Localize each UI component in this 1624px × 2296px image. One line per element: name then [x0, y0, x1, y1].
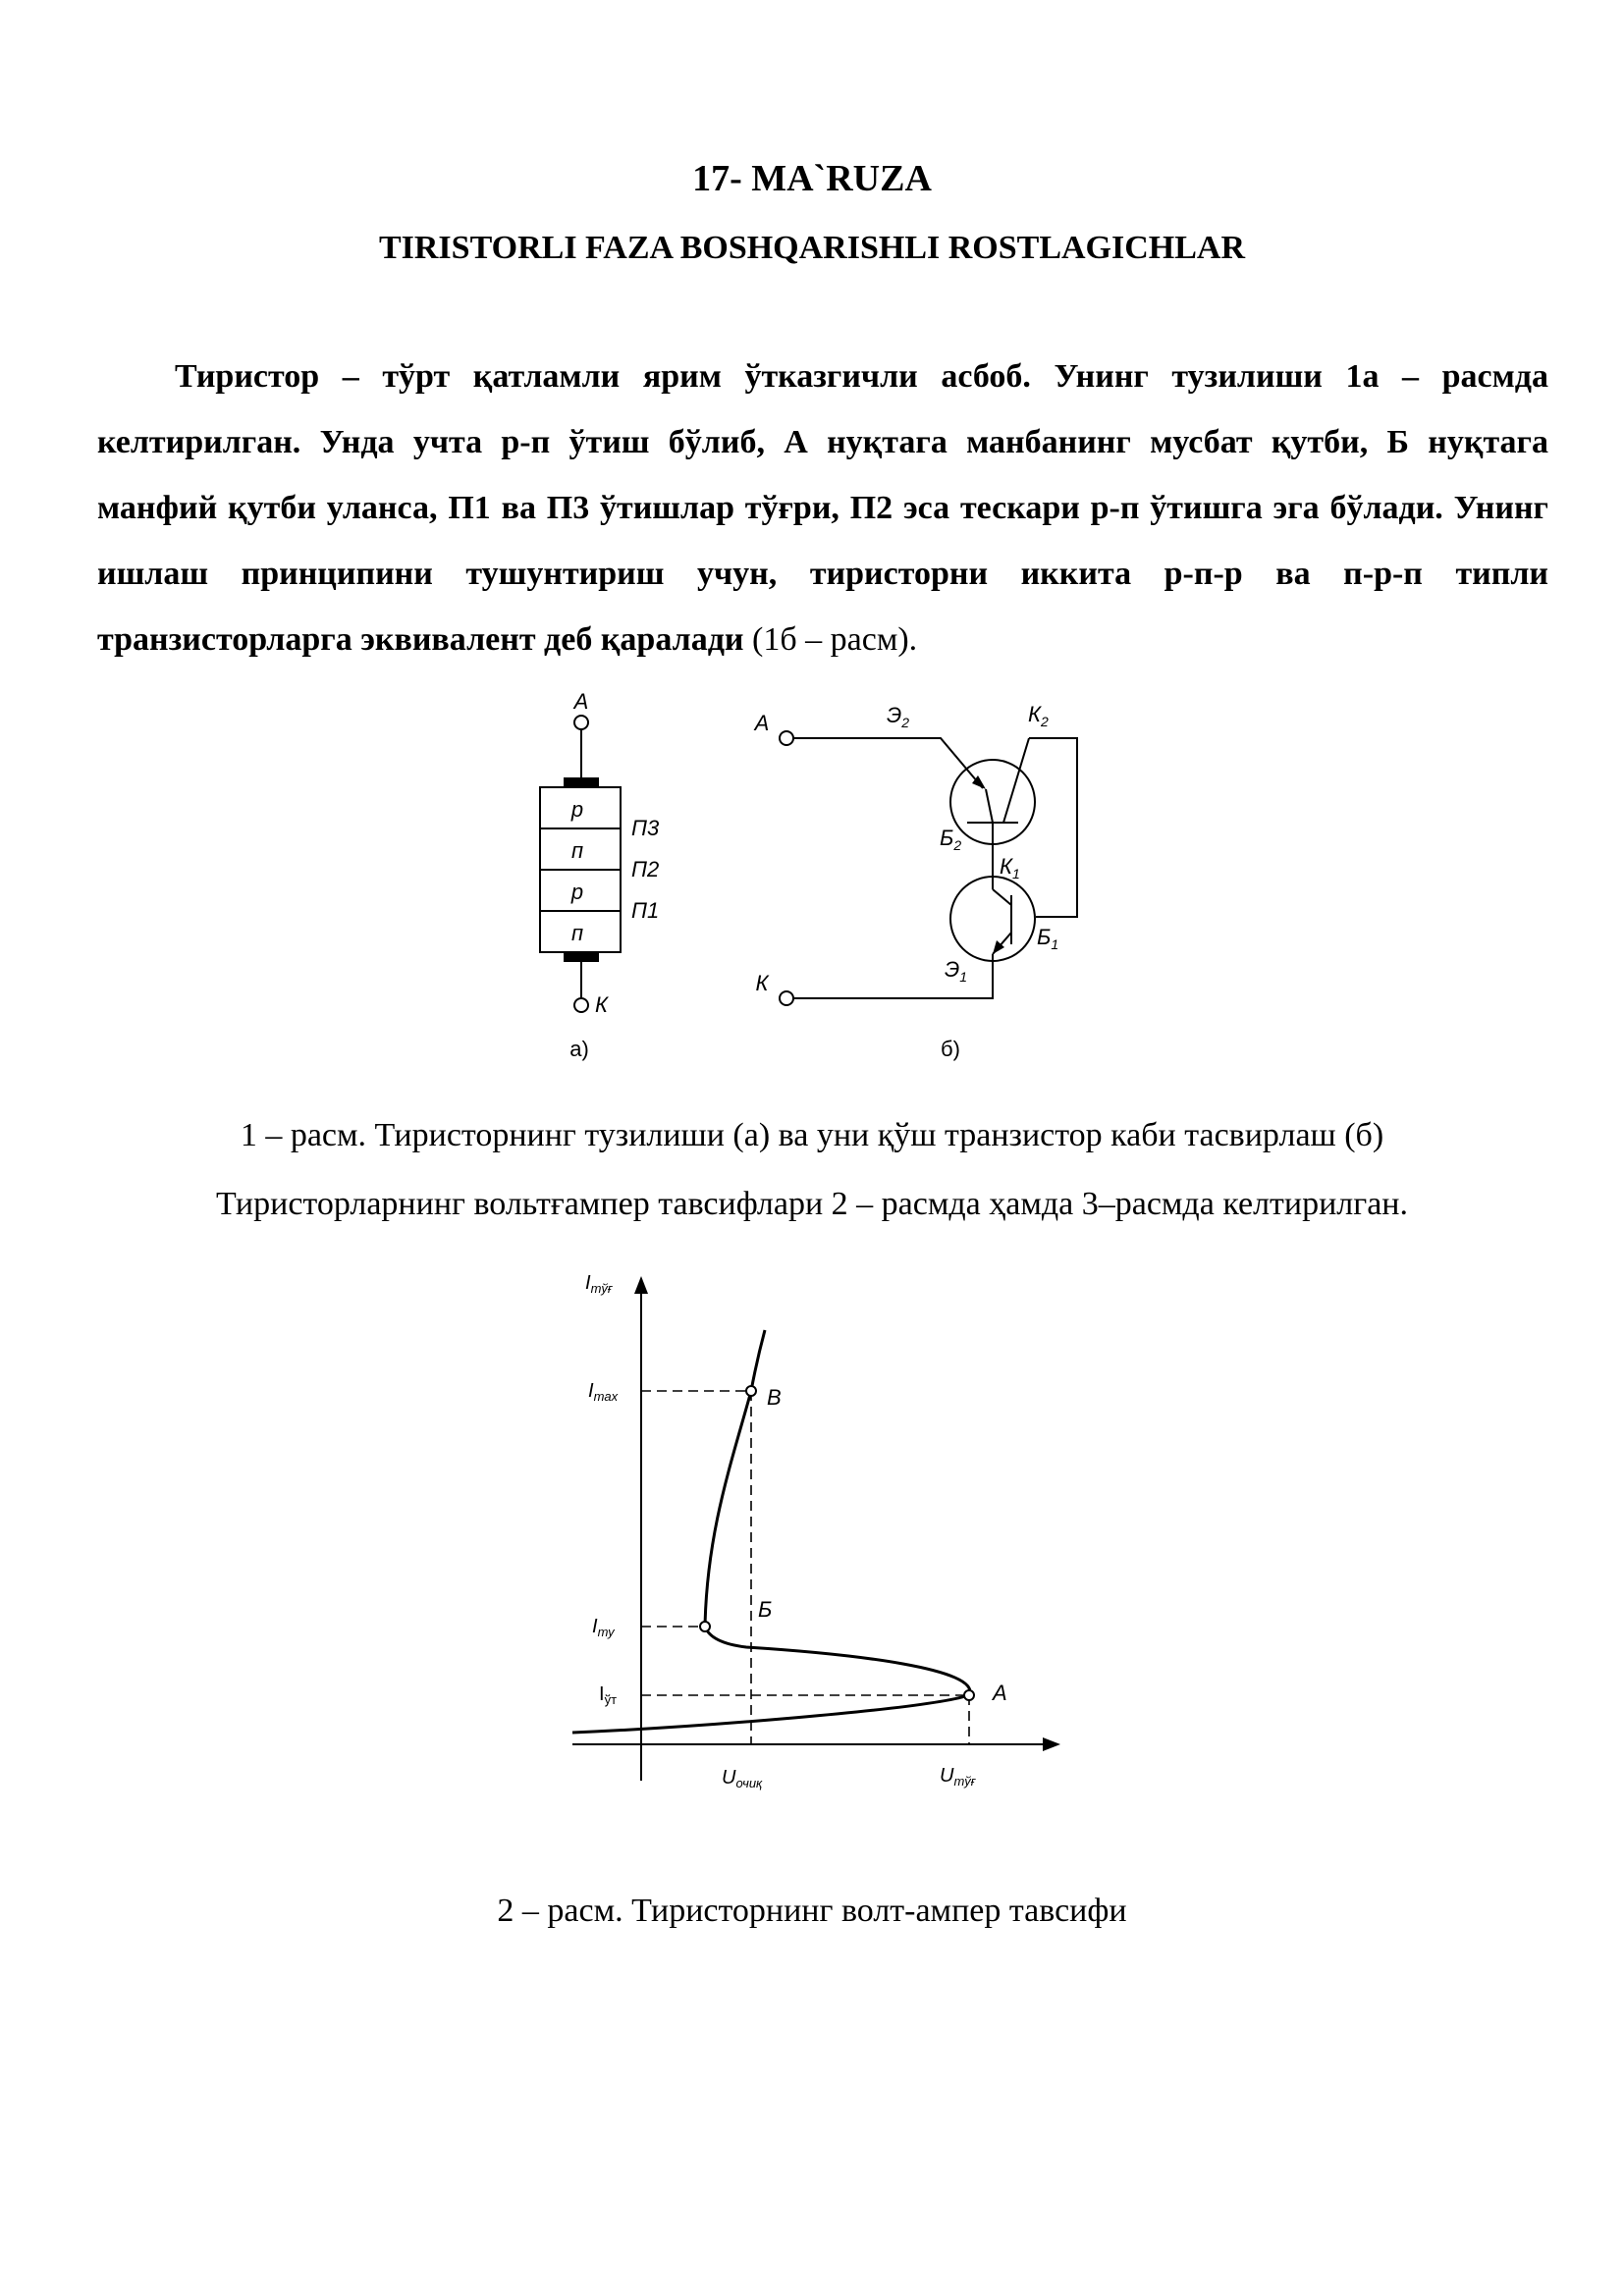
- figure-1: [0, 677, 1624, 1080]
- anode-label: А: [573, 689, 589, 714]
- x-axis-arrow: [1043, 1737, 1060, 1751]
- b2-label: $Б_2$: [940, 826, 962, 853]
- paragraph-bold-text: Тиристор – тўрт қатламли ярим ўтказгичли асбоб. Унинг тузилиши 1а – расмда келтирилган. Унда учта р-п ўтиш бўлиб, А нуқтага манбанинг мусбат қутби, Б нуқтага манфий қутби уланса, П1 ва П3 ўтишлар тўғри, П2 эса тескари р-п ўтишга эга бўлади. Унинг ишлаш принципини тушунтириш учун, тиристорни иккита р-п-р ва п-р-п типли транзисторларга эквивалент деб қаралади: [97, 358, 1548, 658]
- figure-1-caption: 1 – расм. Тиристорнинг тузилиши (а) ва уни қўш транзистор каби тасвирлаш (б): [240, 1117, 1384, 1153]
- i-max-label: $I_{max}$: [588, 1380, 619, 1404]
- point-b-marker: [746, 1386, 756, 1396]
- terminal-a-label: А: [754, 711, 770, 735]
- terminal-k-label: К: [755, 971, 769, 995]
- cathode-contact: [564, 952, 599, 962]
- e2-label: $Э_2$: [887, 703, 910, 730]
- point-a-label: А: [993, 1681, 1007, 1705]
- anode-contact: [564, 777, 599, 787]
- b1-label: $Б_1$: [1037, 925, 1059, 952]
- cathode-label: К: [595, 992, 608, 1017]
- subfigure-b-label: б): [941, 1037, 960, 1061]
- y-axis-arrow: [634, 1276, 648, 1294]
- subfigure-a-label: а): [569, 1037, 589, 1061]
- point-a-marker: [964, 1690, 974, 1700]
- thyristor-structure-diagram: [540, 689, 660, 1061]
- layer-label: п: [570, 921, 584, 945]
- u-open-label: $U_{очиқ}$: [722, 1767, 763, 1790]
- volt-ampere-intro: Тиристорларнинг вольтғампер тавсифлари 2 – расмда ҳамда 3–расмда келтирилган.: [216, 1186, 1408, 1222]
- u-forward-label: $U_{тўғ}$: [940, 1765, 976, 1789]
- anode-terminal: [574, 716, 588, 729]
- e1-label: $Э_1$: [945, 957, 968, 985]
- lecture-number: 17- MA`RUZA: [692, 158, 932, 199]
- intro-paragraph: [97, 344, 1548, 672]
- i-ty-label: $I_{ту}$: [592, 1616, 615, 1639]
- figure-2-caption: 2 – расм. Тиристорнинг волт-ампер тавсифи: [497, 1893, 1127, 1929]
- two-transistor-diagram: [753, 702, 1077, 1061]
- point-ty-marker: [700, 1622, 710, 1631]
- junction-label: П3: [631, 816, 660, 840]
- paragraph-normal-text: (1б – расм).: [743, 621, 918, 658]
- i-yt-label: $I_{ўт}$: [599, 1683, 618, 1707]
- junction-label: П2: [631, 857, 660, 881]
- y-axis-label: $I_{тўғ}$: [585, 1272, 613, 1296]
- terminal-a: [780, 731, 793, 745]
- layer-label: п: [570, 838, 584, 863]
- guide-lines: [641, 1391, 969, 1744]
- layer-label: р: [570, 880, 584, 904]
- cathode-terminal: [574, 998, 588, 1012]
- point-b-latin-label: B: [767, 1385, 782, 1410]
- lecture-title: TIRISTORLI FAZA BOSHQARISHLI ROSTLAGICHLAR: [378, 230, 1246, 266]
- axes: [572, 1276, 1060, 1781]
- point-b-label: Б: [758, 1597, 773, 1622]
- terminal-k: [780, 991, 793, 1005]
- k1-label: $К_1$: [1000, 854, 1020, 881]
- k2-label: $К_2$: [1028, 702, 1049, 729]
- junction-label: П1: [631, 898, 660, 923]
- figure-2-vac-graph: [0, 1256, 1624, 1806]
- layer-label: р: [570, 797, 584, 822]
